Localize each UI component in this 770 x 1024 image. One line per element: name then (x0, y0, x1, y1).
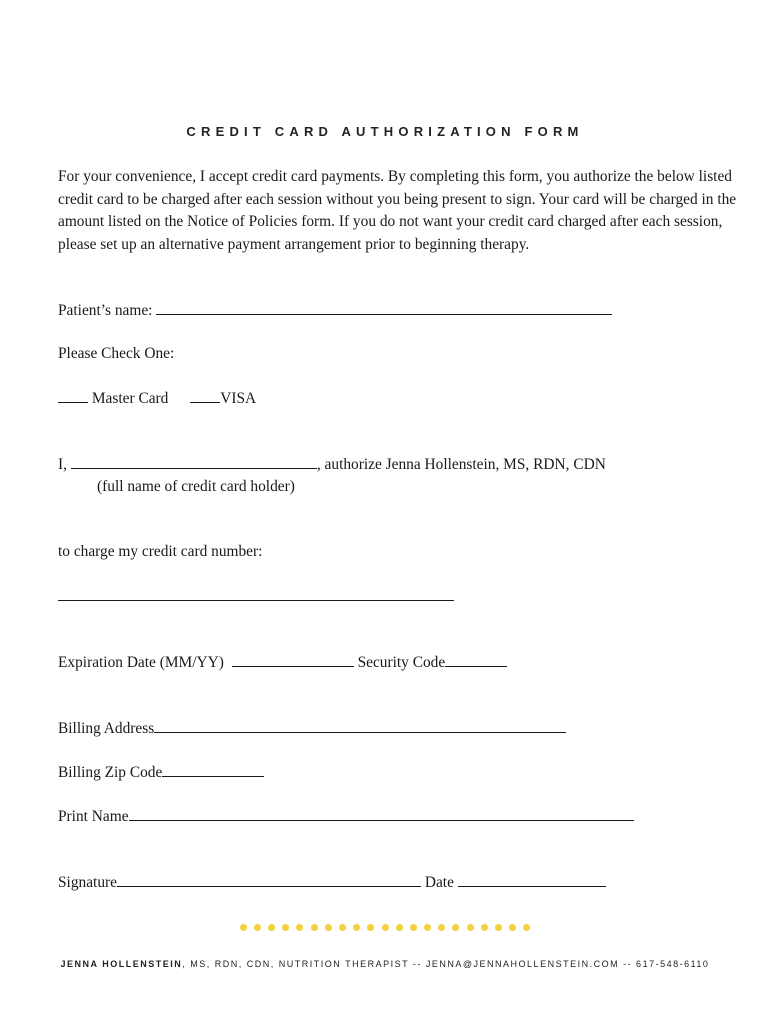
dot (367, 924, 374, 931)
expiration-label: Expiration Date (MM/YY) (58, 654, 224, 671)
print-name-row (58, 806, 634, 827)
cardholder-name-field[interactable] (71, 454, 317, 469)
print-name-field[interactable] (129, 806, 634, 821)
footer-name: JENNA HOLLENSTEIN (60, 959, 183, 969)
dot (325, 924, 332, 931)
dot (254, 924, 261, 931)
patient-name-label: Patient’s name: (58, 302, 153, 319)
billing-zip-field[interactable] (162, 762, 264, 777)
billing-address-label: Billing Address (58, 720, 155, 737)
dot (339, 924, 346, 931)
visa-checkbox[interactable] (190, 388, 220, 403)
dot (396, 924, 403, 931)
print-name-label: Print Name (58, 808, 129, 825)
authorize-text: , authorize Jenna Hollenstein, MS, RDN, CDN (316, 456, 606, 473)
dot (410, 924, 417, 931)
billing-zip-row (58, 762, 264, 783)
footer (0, 959, 770, 969)
signature-label: Signature (58, 874, 117, 891)
dot (481, 924, 488, 931)
dot (467, 924, 474, 931)
card-type-row (58, 388, 256, 409)
mastercard-checkbox[interactable] (58, 388, 88, 403)
signature-field[interactable] (117, 872, 421, 887)
footer-details: , MS, RDN, CDN, NUTRITION THERAPIST -- JENNA@JENNAHOLLENSTEIN.COM -- 617-548-6110 (182, 959, 710, 969)
dot (282, 924, 289, 931)
mastercard-label: Master Card (91, 390, 169, 407)
i-label: I, (58, 456, 67, 473)
dot (268, 924, 275, 931)
card-number-row (58, 586, 454, 607)
expiration-row (58, 652, 507, 673)
dot (424, 924, 431, 931)
cardholder-note: (full name of credit card holder) (97, 478, 295, 495)
decorative-dot-row (0, 924, 770, 931)
dot (495, 924, 502, 931)
date-label: Date (424, 874, 454, 891)
intro-paragraph: For your convenience, I accept credit card payments. By completing this form, you authorize the below listed credit card to be charged after each session without you being present to sign. Your card will be charged in the amount listed on the Notice of Policies form. If you do not want your credit card charged after each session, please set up an alternative payment arrangement prior to beginning therapy. (58, 168, 737, 253)
check-one-label: Please Check One: (58, 345, 175, 362)
visa-label: VISA (220, 390, 257, 407)
dot (509, 924, 516, 931)
dot (240, 924, 247, 931)
charge-text: to charge my credit card number: (58, 543, 263, 560)
card-number-field[interactable] (58, 586, 454, 601)
form-title: CREDIT CARD AUTHORIZATION FORM (186, 124, 584, 139)
security-code-label: Security Code (357, 654, 446, 671)
patient-name-field[interactable] (156, 300, 612, 315)
billing-address-row (58, 718, 566, 739)
security-code-field[interactable] (445, 652, 507, 667)
dot (353, 924, 360, 931)
dot (523, 924, 530, 931)
dot (382, 924, 389, 931)
patient-name-row (58, 300, 612, 321)
date-field[interactable] (458, 872, 606, 887)
signature-row (58, 872, 606, 893)
billing-address-field[interactable] (154, 718, 566, 733)
expiration-field[interactable] (232, 652, 354, 667)
dot (438, 924, 445, 931)
billing-zip-label: Billing Zip Code (58, 764, 163, 781)
dot (452, 924, 459, 931)
dot (311, 924, 318, 931)
authorization-row (58, 454, 606, 475)
dot (296, 924, 303, 931)
